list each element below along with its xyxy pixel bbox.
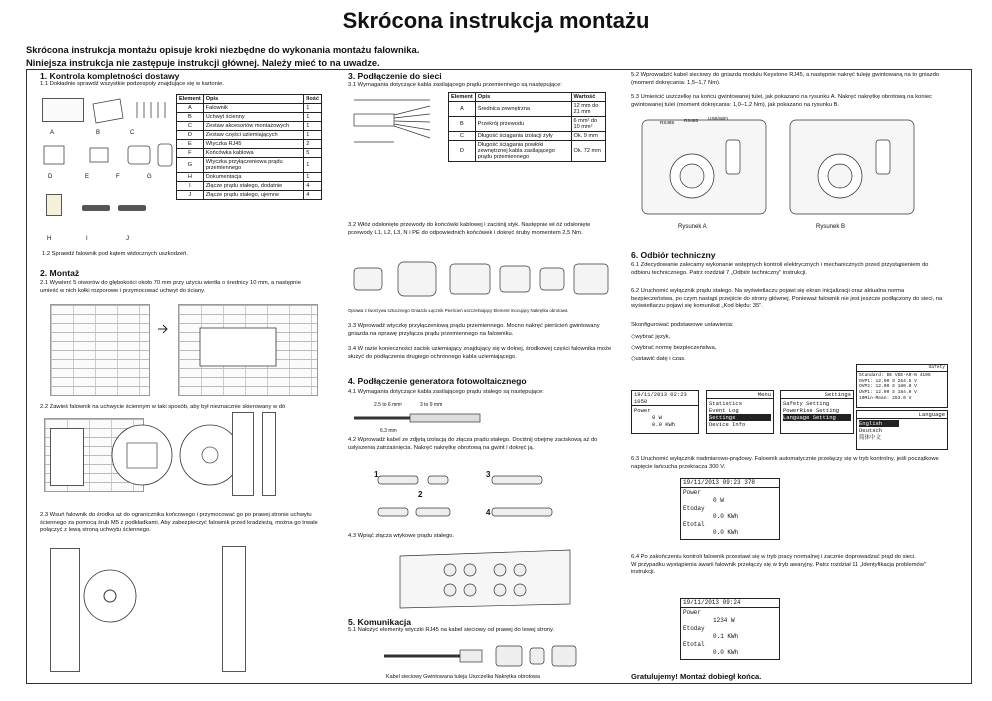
- inverter-side-2-drawing: [262, 412, 276, 496]
- parts-table-cell: 2: [304, 140, 322, 149]
- parts-table-cell: 1: [304, 104, 322, 113]
- lcd4-row-3: UVP1: 12.00 S 184.0 V: [859, 390, 917, 396]
- parts-table-row: [177, 158, 322, 173]
- lcd6-code: 378: [744, 479, 756, 486]
- lcd7-power-val: 1234 W: [713, 617, 735, 624]
- arrow-icon: [156, 320, 170, 338]
- lcd6-etotal-val: 0.0 KWh: [713, 529, 739, 536]
- lcd1-code: 1050: [634, 398, 648, 405]
- part-label-e: E: [85, 174, 90, 180]
- figure-a-label: Rysunek A: [678, 224, 707, 230]
- intro-line-2: Niniejsza instrukcja nie zastępuje instrukcji głównej. Należy mieć to na uwadze.: [26, 57, 380, 68]
- parts-table-cell: G: [177, 158, 204, 173]
- lcd2-item-2[interactable]: Event Log: [709, 407, 739, 414]
- screw-zoom-drawing: [80, 566, 140, 626]
- step-2-3: 2.3 Wsuń falownik do środka aż do ogranicznika końcowego i przymocować go po prawej stronie uchwytu ściennego za pomocą śrub M5 z podkładkami. Aby zabezpieczyć falownik przed kradzieżą, można go trwale połączyć z lewą stroną uchwytu ściennego.: [40, 512, 318, 534]
- inverter-front-drawing: [50, 548, 80, 672]
- lcd1-etoday-val: 0.0 KWh: [652, 421, 676, 428]
- lcd2-item-4[interactable]: Device Info: [709, 421, 746, 428]
- lcd6-date: 19/11/2013 09:23: [683, 479, 741, 486]
- lcd6-etoday: Etoday: [683, 505, 705, 512]
- lcd-menu-screen: [706, 390, 774, 434]
- step-3-4: 3.4 W razie konieczności zacisk uziemiający znajdujący się w dolnej, środkowej części falownika może służyć do podłączenia drugiego ochronnego kabla uziemiającego.: [348, 346, 612, 360]
- parts-table: [176, 94, 322, 200]
- lcd2-title: Menu: [707, 391, 773, 399]
- lcd1-power: Power: [634, 407, 651, 414]
- lcd4-row-2: OVP2: 12.00 S 180.0 V: [859, 384, 917, 390]
- section-5-heading: 5. Komunikacja: [348, 617, 412, 627]
- parts-col-qty: Ilość: [304, 95, 322, 104]
- part-label-i: I: [86, 236, 88, 242]
- lcd2-item-1[interactable]: Statistics: [709, 400, 743, 407]
- parts-table-cell: H: [177, 173, 204, 182]
- parts-table-cell: Zestaw akcesoriów montażowych: [203, 122, 303, 131]
- lcd4-title: Safety: [857, 365, 947, 372]
- parts-table-cell: A: [177, 104, 204, 113]
- config-bullet-2: ◇wybrać normę bezpieczeństwa,: [631, 345, 717, 351]
- lcd6-power-val: 0 W: [713, 497, 724, 504]
- inverter-side-drawing: [232, 412, 254, 496]
- lcd7-etotal: Etotal: [683, 641, 705, 648]
- parts-table-cell: 1: [304, 158, 322, 173]
- lcd1-power-val: 0 W: [652, 414, 662, 421]
- config-bullet-1: ◇wybrać język,: [631, 334, 671, 340]
- ac-plug-caption: Oprawa z tworzywa sztucznego Gniazdo Łącznik Pierścień uszczelniający Element mocujący Nakrętka obrotowa: [348, 308, 568, 313]
- parts-table-cell: Zestaw części uziemiających: [203, 131, 303, 140]
- page-title: Skrócona instrukcja montażu: [342, 8, 650, 33]
- step-4-2: 4.2 Wprowadź kabel ze zdjętą izolacją do złącza prądu stałego. Dociśnij obejmę zaciskową aż do usłyszenia zatrzaśnięcia. Nakręć nakrętkę obrotową na gwint i dokręć ją.: [348, 437, 598, 451]
- lcd4-standard: Standard: DE VDE-AR-N 4105: [859, 372, 931, 378]
- lcd5-item-1[interactable]: English: [859, 420, 899, 427]
- parts-table-row: [177, 173, 322, 182]
- parts-table-row: [177, 140, 322, 149]
- ac-table-cell: D: [449, 141, 476, 162]
- step-3-2: 3.2 Włóż odsłonięte przewody do końcówki kablowej i zaciśnij styk. Następnie wł óż odsłonięte przewody L1, L2, L3, N i PE do odpowiednich końcówek i dokręć śruby momentem 2,5 Nm.: [348, 222, 591, 236]
- dc-connectors-drawing: [80, 196, 150, 220]
- ac-cable-drawing: [350, 94, 446, 148]
- parts-table-cell: I: [177, 182, 204, 191]
- lcd3-item-3[interactable]: Language Setting: [783, 414, 851, 421]
- parts-table-row: [177, 122, 322, 131]
- parts-table-cell: Złącze prądu stałego, dodatnie: [203, 182, 303, 191]
- parts-col-desc: Opis: [203, 95, 303, 104]
- step-5-1: 5.1 Nałożyć elementy wtyczki RJ45 na kabel sieciowy od prawej do lewej strony.: [348, 627, 555, 633]
- rj45-parts-drawing: [380, 638, 600, 672]
- lcd6-etotal: Etotal: [683, 521, 705, 528]
- parts-table-cell: 5: [304, 149, 322, 158]
- step-3-1: 3.1 Wymagania dotyczące kabla zasilającego prądu przemiennego są następujące:: [348, 82, 562, 88]
- step-5-3: 5.3 Umieścić uszczelkę na końcu gwintowanej tulei, jak pokazano na rysunku A. Nakręć nakrętkę obrotową na koniec gwintowanej tulei (moment dokręcania: 1,0–1,2 Nm), jak pokazano na rysunku B.: [631, 94, 932, 108]
- ac-table-cell: 12 mm do 21 mm: [571, 102, 606, 117]
- parts-table-cell: Dokumentacja: [203, 173, 303, 182]
- part-label-j: J: [126, 236, 129, 242]
- configure-text: Skonfigurować podstawowe ustawienia:: [631, 322, 734, 328]
- dc-dim-3: 6.3 mm: [380, 428, 397, 434]
- step-num-4: 4: [486, 508, 491, 517]
- ac-plug-parts-drawing: [350, 256, 614, 302]
- parts-table-cell: 1: [304, 122, 322, 131]
- documentation-drawing: [46, 194, 62, 216]
- lcd-check-screen: [680, 478, 780, 540]
- ac-table-row: [449, 141, 606, 162]
- step-6-3: 6.3 Uruchomić wyłącznik nadmiarowo-prądowy. Falownik automatycznie przełączy się w tryb kontrolny, jeśli początkowe napięcie łańcucha przekracza 300 V.: [631, 456, 939, 470]
- lcd-settings-screen: [780, 390, 854, 434]
- parts-table-row: [177, 113, 322, 122]
- part-label-d: D: [48, 174, 53, 180]
- part-label-b: B: [96, 130, 101, 136]
- parts-table-cell: 1: [304, 173, 322, 182]
- lcd5-item-2[interactable]: Deutsch: [859, 427, 883, 434]
- lcd7-date: 19/11/2013 09:24: [681, 599, 779, 608]
- parts-table-cell: E: [177, 140, 204, 149]
- ac-col-value: Wartość: [571, 93, 606, 102]
- lcd4-row-1: OVP1: 12.00 S 264.5 V: [859, 378, 917, 384]
- parts-row-2-drawing: [40, 140, 180, 172]
- parts-table-cell: B: [177, 113, 204, 122]
- intro-line-1: Skrócona instrukcja montażu opisuje kroki niezbędne do wykonania montażu falownika.: [26, 44, 420, 55]
- ac-col-element: Element: [449, 93, 476, 102]
- step-num-3: 3: [486, 470, 491, 479]
- config-bullet-3: ◇ustawić datę i czas.: [631, 356, 686, 362]
- lcd-safety-screen: [856, 364, 948, 408]
- parts-table-cell: D: [177, 131, 204, 140]
- ac-table-cell: Długość ściągania izolacji żyły: [475, 132, 571, 141]
- rj45-caption: Kabel sieciowy Gwintowana tuleja Uszczelka Nakrętka obrotowa: [386, 674, 541, 680]
- lcd5-title: Language: [857, 411, 947, 419]
- lcd7-etoday-val: 0.1 KWh: [713, 633, 739, 640]
- ac-table-row: [449, 102, 606, 117]
- ac-cable-table: [448, 92, 606, 162]
- ac-col-desc: Opis: [475, 93, 571, 102]
- section-6-heading: 6. Odbiór techniczny: [631, 250, 716, 260]
- parts-table-cell: F: [177, 149, 204, 158]
- part-label-a: A: [50, 130, 55, 136]
- ac-table-cell: Ok. 9 mm: [571, 132, 606, 141]
- lcd1-date: 19/11/2013 02:23: [634, 391, 687, 398]
- ac-table-cell: 6 mm² do 10 mm²: [571, 117, 606, 132]
- parts-table-row: [177, 131, 322, 140]
- ac-table-cell: A: [449, 102, 476, 117]
- lcd7-etotal-val: 0.0 KWh: [713, 649, 739, 656]
- bracket-outline: [196, 322, 282, 372]
- lcd-normal-screen: [680, 598, 780, 660]
- wall-drilling-drawing: [50, 304, 150, 396]
- ac-table-row: [449, 132, 606, 141]
- part-label-c: C: [130, 130, 135, 136]
- accessory-kit-drawing: [132, 98, 172, 124]
- parts-table-row: [177, 182, 322, 191]
- parts-table-row: [177, 191, 322, 200]
- parts-table-cell: Złącze prądu stałego, ujemne: [203, 191, 303, 200]
- step-3-3: 3.3 Wprowadź wtyczkę przyłączeniową prądu przemiennego. Mocno nakręć pierścień gwintowany gniazda na oprawę przyłącza prądu przemiennego na falowniku.: [348, 323, 600, 337]
- dc-plug-in-drawing: [380, 546, 580, 610]
- parts-table-cell: J: [177, 191, 204, 200]
- section-3-heading: 3. Podłączenie do sieci: [348, 71, 442, 81]
- ac-table-row: [449, 117, 606, 132]
- ac-table-cell: Średnica zewnętrzna: [475, 102, 571, 117]
- inverter-drawing: [42, 98, 84, 122]
- section-1-heading: 1. Kontrola kompletności dostawy: [40, 71, 180, 81]
- step-5-2: 5.2 Wprowadzić kabel sieciowy do gniazda modułu Keystone RJ45, a następnie nakręć tuleję gwintowaną na to gniazdo (moment dokręcania: 1,5–1,7 Nm).: [631, 72, 940, 86]
- ac-table-cell: Przekrój przewodu: [475, 117, 571, 132]
- lcd-main-screen: [631, 390, 699, 434]
- intro: [26, 43, 419, 69]
- lcd7-power: Power: [683, 609, 702, 616]
- lcd6-power: Power: [683, 489, 702, 496]
- step-4-1: 4.1 Wymagania dotyczące kabla zasilającego prądu stałego są następujące:: [348, 389, 544, 395]
- section-4-heading: 4. Podłączenie generatora fotowoltaicznego: [348, 376, 527, 386]
- lcd3-title: Settings: [781, 391, 853, 399]
- step-4-3: 4.3 Wpiąć złącza wtykowe prądu stałego.: [348, 533, 455, 539]
- lcd7-etoday: Etoday: [683, 625, 705, 632]
- dc-dim-1: 2.5 to 6 mm²: [374, 402, 403, 408]
- step-1-2: 1.2 Sprawdź falownik pod kątem widocznych uszkodzeń.: [42, 251, 188, 257]
- step-6-1: 6.1 Zdecydowanie zalecamy wykonanie wstępnych kontroli elektrycznych i mechanicznych przed przystąpieniem do odbioru technicznego. Patrz rozdział 7 „Odbiór techniczny" instrukcji.: [631, 262, 929, 276]
- final-message: Gratulujemy! Montaż dobiegł końca.: [631, 672, 762, 681]
- parts-table-cell: Falownik: [203, 104, 303, 113]
- column-1: [40, 71, 325, 89]
- parts-table-cell: Końcówka kablowa: [203, 149, 303, 158]
- ac-table-cell: C: [449, 132, 476, 141]
- inverter-body-drawing: [50, 428, 84, 486]
- wall-bracket-drawing: [90, 96, 126, 126]
- step-2-1: 2.1 Wywierć 5 otworów do głębokości około 70 mm przy użyciu wiertła o średnicy 10 mm, a następnie umieść w nich kołki rozporowe i przymocować uchwyt do ściany.: [40, 280, 301, 294]
- step-num-1: 1: [374, 470, 379, 479]
- lcd4-row-5: 10Min-Mean: 253.0 V: [859, 395, 912, 401]
- section-2-heading: 2. Montaż: [40, 268, 80, 278]
- figure-b-label: Rysunek B: [816, 224, 846, 230]
- parts-table-cell: 1: [304, 131, 322, 140]
- lcd5-item-3[interactable]: 简体中文: [859, 434, 882, 441]
- lcd6-etoday-val: 0.0 KWh: [713, 513, 739, 520]
- parts-table-row: [177, 149, 322, 158]
- parts-table-cell: 4: [304, 182, 322, 191]
- lcd3-item-2[interactable]: PowerRise Setting: [783, 407, 840, 414]
- parts-table-cell: Wtyczka RJ45: [203, 140, 303, 149]
- dc-dim-2: 3 to 9 mm: [420, 402, 443, 408]
- ac-table-cell: Długość ściągania powłoki zewnętrznej kabla zasilającego prądu przemiennego: [475, 141, 571, 162]
- lcd2-item-3[interactable]: Settings: [709, 414, 771, 421]
- ac-table-cell: Ok. 72 mm: [571, 141, 606, 162]
- step-6-2: 6.2 Uruchomić wyłącznik prądu stałego. Na wyświetlaczu pojawi się ekran inicjalizacji oraz aktualna norma bezpieczeństwa, po czym nastąpi przejście do strony głównej. Ponieważ falownik nie jest jeszcze podłączony do sieci, na wyświetlaczu pojawi się komunikat „Kod błędu: 35".: [631, 288, 943, 310]
- port-label-1: RS485: [660, 120, 675, 125]
- step-6-4: 6.4 Po zakończeniu kontroli falownik przestawi się w tryb pracy normalnej i zacznie doprowadzać prąd do sieci. W przypadku wystąpienia awarii falownik przełączy się w tryb awaryjny. Patrz rozdział 11 „Identyfikacja problemów" instrukcji.: [631, 554, 927, 576]
- part-label-g: G: [147, 174, 152, 180]
- parts-table-cell: Wtyczka przyłączeniowa prądu przemiennego: [203, 158, 303, 173]
- step-2-2: 2.2 Zawieś falownik na uchwycie ściennym w taki sposób, aby był nieznacznie skierowany w dó: [40, 404, 286, 410]
- parts-table-cell: 1: [304, 113, 322, 122]
- parts-table-cell: C: [177, 122, 204, 131]
- parts-col-element: Element: [177, 95, 204, 104]
- rj45-figures-drawing: [640, 116, 940, 220]
- part-label-f: F: [116, 174, 120, 180]
- step-1-1: 1.1 Dokładnie sprawdź wszystkie podzespoły znajdujące się w kartonie.: [40, 81, 224, 87]
- parts-table-cell: 4: [304, 191, 322, 200]
- parts-table-row: [177, 104, 322, 113]
- step-num-2: 2: [418, 490, 423, 499]
- lcd-language-screen: [856, 410, 948, 450]
- port-label-2: RS485: [684, 118, 699, 123]
- dc-assembly-drawing: [372, 466, 592, 528]
- inverter-side-3-drawing: [222, 546, 246, 672]
- parts-table-cell: Uchwyt ścienny: [203, 113, 303, 122]
- ac-table-cell: B: [449, 117, 476, 132]
- lcd3-item-1[interactable]: Safety Setting: [783, 400, 830, 407]
- part-label-h: H: [47, 236, 52, 242]
- port-label-3: USB/WiFi: [708, 116, 728, 121]
